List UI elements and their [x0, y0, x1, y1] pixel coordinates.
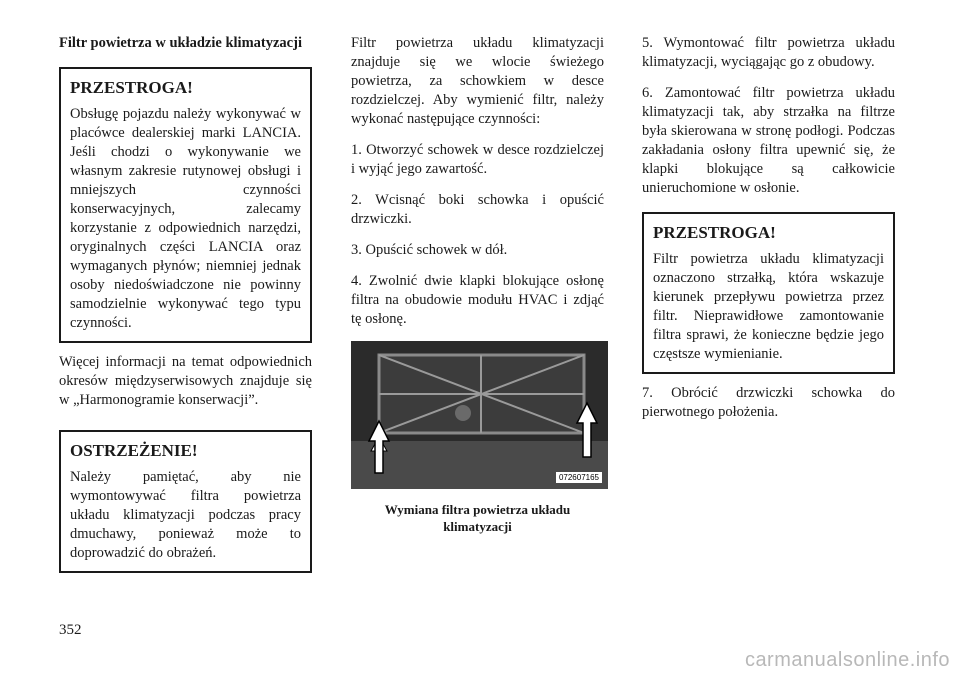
right-column	[642, 34, 895, 434]
filter-illustration	[351, 341, 608, 489]
step-3: 3. Opuścić schowek w dół.	[351, 242, 508, 258]
watermark-text: carmanualsonline.info	[744, 649, 950, 671]
left-column	[59, 34, 312, 583]
step-4: 4. Zwolnić dwie klapki blokujące osłonę filtra na obudowie modułu HVAC i zdjąć tę osłonę.	[351, 273, 604, 327]
caution-text: Obsługę pojazdu należy wykonywać w placówce dealerskiej marki LANCIA. Jeśli chodzi o wykonywanie we własnym zakresie rutynowej obsługi i mniejszych czynności konserwacyjnych, zalecamy korzystanie z odpowiednich narzędzi, oryginalnych części LANCIA oraz wymaganych płynów; niemniej jednak osoby niedoświadczone nie powinny samodzielnie wykonywać tego typu czynności.	[70, 106, 301, 331]
caution-title-2: PRZESTROGA!	[653, 223, 776, 242]
warning-title: OSTRZEŻENIE!	[70, 441, 198, 460]
filter-photo	[351, 341, 608, 489]
page-number: 352	[59, 622, 82, 638]
caution-box	[59, 67, 312, 343]
maintenance-paragraph: Więcej informacji na temat odpowiednich okresów międzyserwisowych znajduje się w „Harmonogramie konserwacji”.	[59, 354, 312, 408]
caution-text-2: Filtr powietrza układu klimatyzacji oznaczono strzałką, która wskazuje kierunek przepływu powietrza przez filtr. Nieprawidłowe zamontowanie filtra sprawi, że konieczne będzie jego częstsze wymienianie.	[653, 251, 884, 362]
step-2: 2. Wcisnąć boki schowka i opuścić drzwiczki.	[351, 192, 604, 227]
section-heading: Filtr powietrza w układzie klimatyzacji	[59, 35, 302, 51]
middle-column	[351, 34, 604, 535]
intro-paragraph: Filtr powietrza układu klimatyzacji znajduje się we wlocie świeżego powietrza, za schowkiem w desce rozdzielczej. Aby wymienić filtr, należy wykonać następujące czynności:	[351, 35, 604, 127]
warning-box	[59, 430, 312, 573]
figure-caption: Wymiana filtra powietrza układu klimatyzacji	[384, 502, 571, 534]
step-6: 6. Zamontować filtr powietrza układu klimatyzacji tak, aby strzałka na filtrze była skierowana w stronę podłogi. Podczas zakładania osłony filtra upewnić się, że klapki blokujące są całkowicie unieruchomione w osłonie.	[642, 85, 895, 196]
caution-title: PRZESTROGA!	[70, 78, 193, 97]
step-5: 5. Wymontować filtr powietrza układu klimatyzacji, wyciągając go z obudowy.	[642, 35, 895, 70]
step-7: 7. Obrócić drzwiczki schowka do pierwotnego położenia.	[642, 385, 895, 420]
warning-text: Należy pamiętać, aby nie wymontowywać filtra powietrza układu klimatyzacji podczas pracy dmuchawy, ponieważ może to doprowadzić do obrażeń.	[70, 469, 301, 561]
figure-code: 072607165	[556, 472, 602, 483]
step-1: 1. Otworzyć schowek w desce rozdzielczej i wyjąć jego zawartość.	[351, 142, 604, 177]
caution-box-2	[642, 212, 895, 374]
